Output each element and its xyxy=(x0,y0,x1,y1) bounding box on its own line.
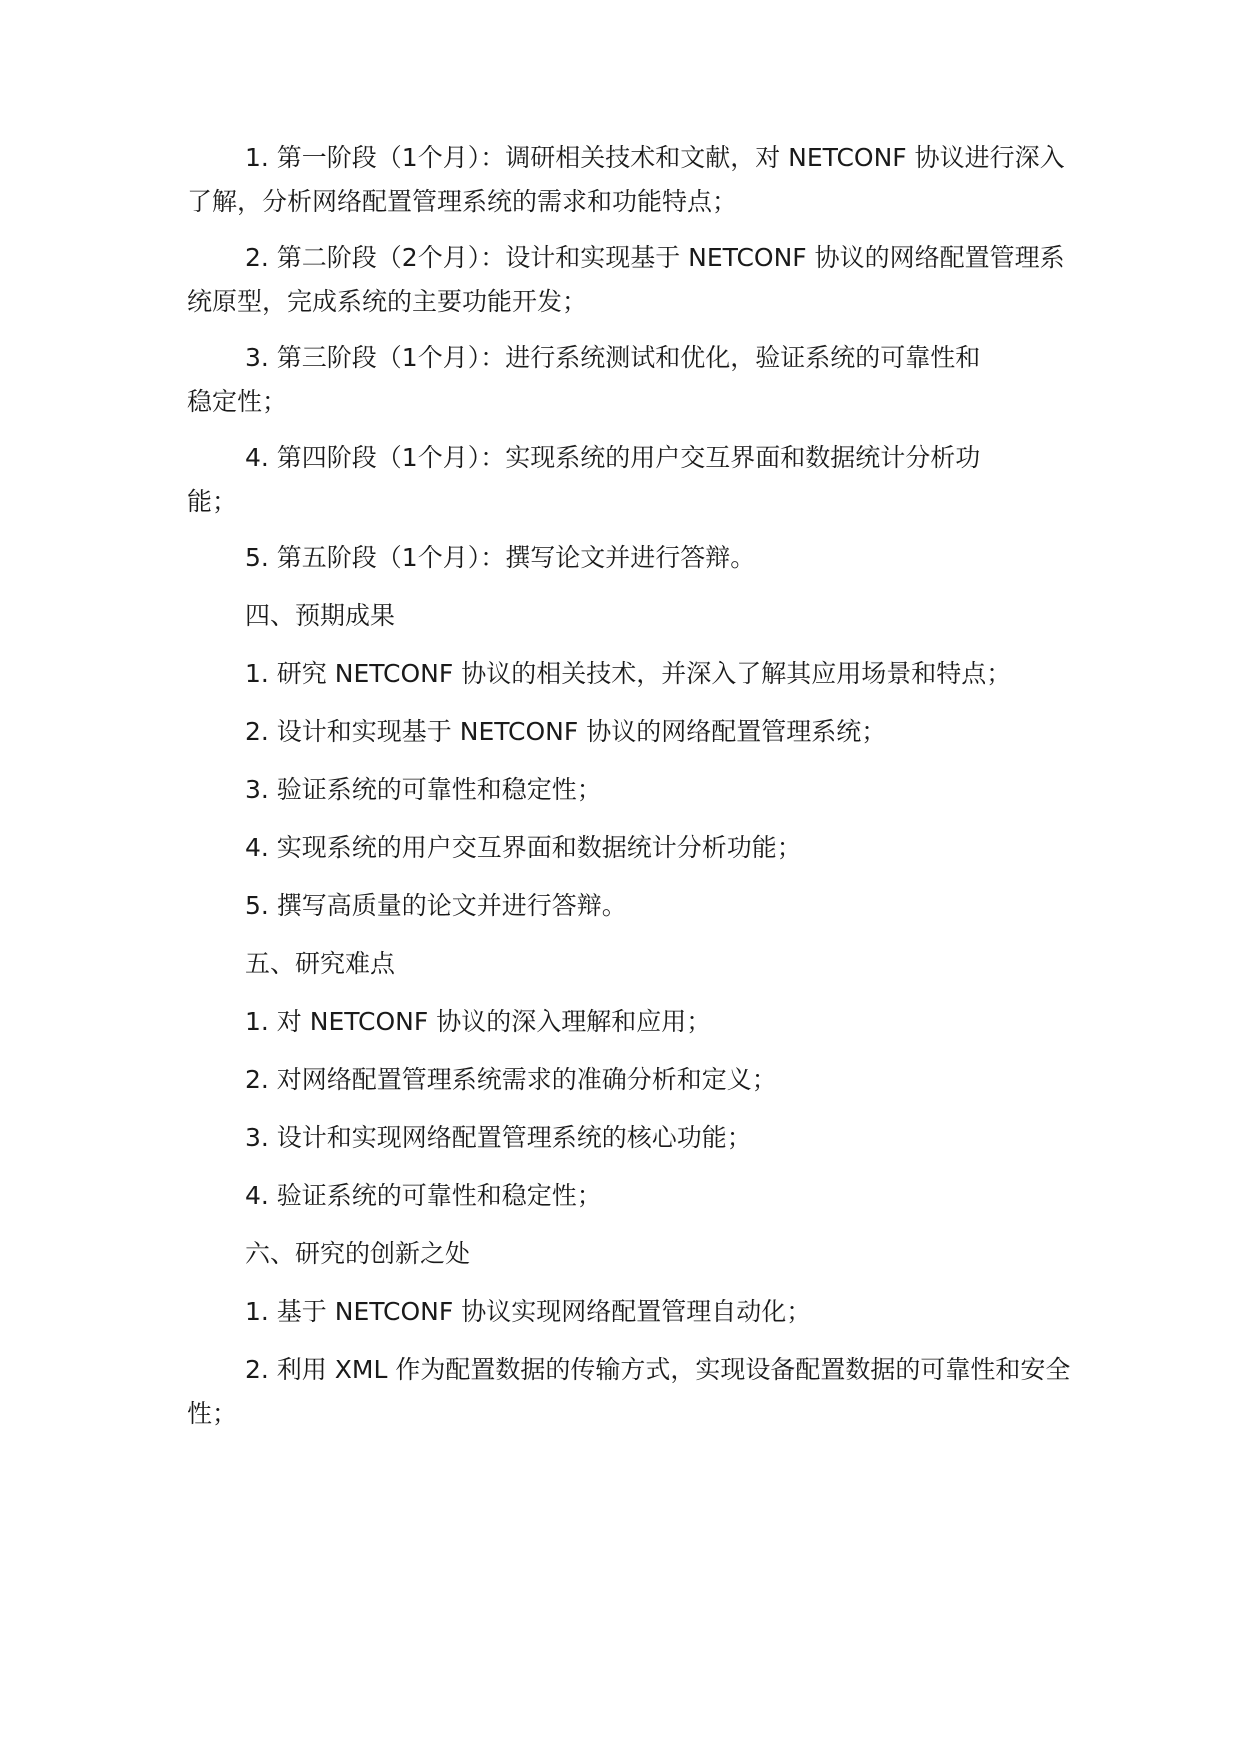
innovation-2: 2. 利用 XML 作为配置数据的传输方式，实现设备配置数据的可靠性和安全性； xyxy=(187,1355,1071,1428)
expected-result-3: 3. 验证系统的可靠性和稳定性； xyxy=(245,775,602,804)
plan-stage-3: 3. 第三阶段（1个月）：进行系统测试和优化，验证系统的可靠性和稳定性； xyxy=(187,343,981,416)
section-heading-expected-results: 四、预期成果 xyxy=(245,601,396,630)
section-heading-innovations: 六、研究的创新之处 xyxy=(245,1239,471,1268)
plan-stage-1: 1. 第一阶段（1个月）：调研相关技术和文献，对 NETCONF 协议进行深入了解，分析网络配置管理系统的需求和功能特点； xyxy=(187,143,1065,216)
plan-stage-4: 4. 第四阶段（1个月）：实现系统的用户交互界面和数据统计分析功能； xyxy=(187,443,981,516)
difficulty-4: 4. 验证系统的可靠性和稳定性； xyxy=(245,1181,602,1210)
expected-result-4: 4. 实现系统的用户交互界面和数据统计分析功能； xyxy=(245,833,802,862)
expected-result-1: 1. 研究 NETCONF 协议的相关技术，并深入了解其应用场景和特点； xyxy=(245,659,1012,688)
difficulty-1: 1. 对 NETCONF 协议的深入理解和应用； xyxy=(245,1007,712,1036)
expected-result-5: 5. 撰写高质量的论文并进行答辩。 xyxy=(245,891,627,920)
plan-stage-5: 5. 第五阶段（1个月）：撰写论文并进行答辩。 xyxy=(245,543,756,572)
section-heading-research-difficulties: 五、研究难点 xyxy=(245,949,396,978)
difficulty-2: 2. 对网络配置管理系统需求的准确分析和定义； xyxy=(245,1065,777,1094)
difficulty-3: 3. 设计和实现网络配置管理系统的核心功能； xyxy=(245,1123,752,1152)
expected-result-2: 2. 设计和实现基于 NETCONF 协议的网络配置管理系统； xyxy=(245,717,887,746)
innovation-1: 1. 基于 NETCONF 协议实现网络配置管理自动化； xyxy=(245,1297,812,1326)
plan-stage-2: 2. 第二阶段（2个月）：设计和实现基于 NETCONF 协议的网络配置管理系统原型，完成系统的主要功能开发； xyxy=(187,243,1065,316)
